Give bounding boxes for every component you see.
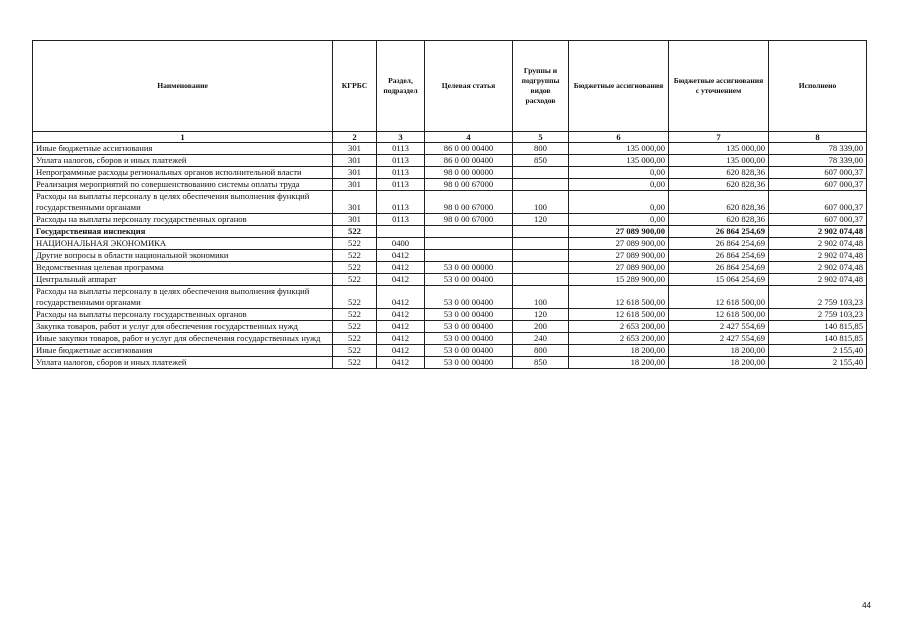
cell-name: Иные закупки товаров, работ и услуг для обеспечения государственных нужд [33,333,333,345]
cell-col7: 18 200,00 [669,345,769,357]
column-number: 5 [513,132,569,143]
cell-kgrbs: 522 [333,333,377,345]
cell-col7: 26 864 254,69 [669,226,769,238]
cell-razdel: 0412 [377,250,425,262]
cell-kgrbs: 301 [333,179,377,191]
cell-vid [513,250,569,262]
cell-col8: 2 155,40 [769,345,867,357]
cell-col6: 0,00 [569,167,669,179]
cell-col7: 620 828,36 [669,214,769,226]
cell-statya: 86 0 00 00400 [425,155,513,167]
cell-vid: 800 [513,345,569,357]
cell-vid: 200 [513,321,569,333]
cell-vid [513,238,569,250]
cell-statya: 53 0 00 00400 [425,345,513,357]
column-number: 3 [377,132,425,143]
cell-vid: 240 [513,333,569,345]
table-row [33,155,867,167]
cell-vid [513,274,569,286]
cell-name: Расходы на выплаты персоналу государственных органов [33,214,333,226]
header-name: Наименование [33,41,333,132]
header-statya: Целевая статья [425,41,513,132]
cell-razdel: 0412 [377,286,425,309]
cell-col6: 0,00 [569,179,669,191]
cell-kgrbs: 522 [333,274,377,286]
cell-col6: 0,00 [569,191,669,214]
cell-vid: 850 [513,357,569,369]
cell-vid: 120 [513,309,569,321]
cell-col8: 2 902 074,48 [769,274,867,286]
cell-col7: 620 828,36 [669,167,769,179]
cell-col7: 2 427 554,69 [669,321,769,333]
cell-statya: 53 0 00 00400 [425,333,513,345]
cell-vid [513,226,569,238]
column-number: 4 [425,132,513,143]
cell-razdel: 0113 [377,143,425,155]
cell-statya: 53 0 00 00400 [425,321,513,333]
cell-col7: 15 064 254,69 [669,274,769,286]
cell-col6: 2 653 200,00 [569,321,669,333]
cell-razdel: 0412 [377,333,425,345]
cell-statya [425,238,513,250]
cell-vid: 120 [513,214,569,226]
cell-col6: 15 289 900,00 [569,274,669,286]
cell-col8: 607 000,37 [769,214,867,226]
cell-col6: 0,00 [569,214,669,226]
column-number: 1 [33,132,333,143]
cell-col8: 607 000,37 [769,167,867,179]
cell-col8: 78 339,00 [769,143,867,155]
cell-statya: 98 0 00 67000 [425,214,513,226]
table-row [33,333,867,345]
header-allocation: Бюджетные ассигнования [569,41,669,132]
cell-vid [513,179,569,191]
cell-statya: 53 0 00 00400 [425,274,513,286]
cell-col8: 78 339,00 [769,155,867,167]
cell-statya [425,226,513,238]
cell-name: Ведомственная целевая программа [33,262,333,274]
column-number: 2 [333,132,377,143]
cell-name: Иные бюджетные ассигнования [33,345,333,357]
cell-col7: 2 427 554,69 [669,333,769,345]
column-number: 6 [569,132,669,143]
cell-name: Иные бюджетные ассигнования [33,143,333,155]
table-row [33,179,867,191]
table-row [33,309,867,321]
cell-kgrbs: 522 [333,238,377,250]
cell-col6: 27 089 900,00 [569,262,669,274]
cell-col8: 607 000,37 [769,179,867,191]
cell-name: Другие вопросы в области национальной экономики [33,250,333,262]
table-row [33,345,867,357]
cell-razdel [377,226,425,238]
table-row [33,274,867,286]
cell-col6: 27 089 900,00 [569,226,669,238]
cell-kgrbs: 301 [333,214,377,226]
table-row [33,226,867,238]
cell-statya: 98 0 00 67000 [425,191,513,214]
table-row [33,321,867,333]
cell-statya: 53 0 00 00400 [425,309,513,321]
cell-col7: 26 864 254,69 [669,262,769,274]
cell-name: Непрограммные расходы региональных органов исполнительной власти [33,167,333,179]
cell-name: НАЦИОНАЛЬНАЯ ЭКОНОМИКА [33,238,333,250]
table-row [33,191,867,214]
cell-kgrbs: 301 [333,155,377,167]
cell-razdel: 0412 [377,321,425,333]
cell-col8: 140 815,85 [769,321,867,333]
table-row [33,250,867,262]
header-kgrbs: КГРБС [333,41,377,132]
cell-statya: 53 0 00 00400 [425,286,513,309]
cell-statya: 53 0 00 00400 [425,357,513,369]
cell-razdel: 0412 [377,274,425,286]
cell-vid [513,167,569,179]
column-number-row [33,132,867,143]
cell-statya: 86 0 00 00400 [425,143,513,155]
cell-name: Расходы на выплаты персоналу в целях обеспечения выполнения функций государственными органами [33,191,333,214]
cell-col6: 135 000,00 [569,155,669,167]
cell-kgrbs: 522 [333,226,377,238]
table-row [33,214,867,226]
document-page [32,40,866,369]
cell-kgrbs: 522 [333,345,377,357]
cell-col6: 135 000,00 [569,143,669,155]
header-vid: Группы и подгруппы видов расходов [513,41,569,132]
cell-razdel: 0400 [377,238,425,250]
cell-col8: 2 155,40 [769,357,867,369]
cell-name: Расходы на выплаты персоналу в целях обеспечения выполнения функций государственными органами [33,286,333,309]
cell-kgrbs: 522 [333,286,377,309]
cell-col6: 2 653 200,00 [569,333,669,345]
budget-table [32,40,867,369]
column-number: 8 [769,132,867,143]
cell-statya: 53 0 00 00000 [425,262,513,274]
cell-col7: 620 828,36 [669,179,769,191]
cell-col7: 135 000,00 [669,143,769,155]
table-row [33,262,867,274]
cell-razdel: 0113 [377,214,425,226]
column-number: 7 [669,132,769,143]
cell-col6: 12 618 500,00 [569,286,669,309]
cell-kgrbs: 301 [333,191,377,214]
cell-col8: 2 902 074,48 [769,226,867,238]
cell-col6: 27 089 900,00 [569,250,669,262]
cell-name: Закупка товаров, работ и услуг для обеспечения государственных нужд [33,321,333,333]
cell-razdel: 0412 [377,357,425,369]
cell-col7: 26 864 254,69 [669,238,769,250]
cell-col8: 2 759 103,23 [769,286,867,309]
cell-name: Реализация мероприятий по совершенствованию системы оплаты труда [33,179,333,191]
page-number: 44 [862,601,871,610]
cell-name: Центральный аппарат [33,274,333,286]
cell-col6: 12 618 500,00 [569,309,669,321]
cell-kgrbs: 522 [333,262,377,274]
cell-col7: 26 864 254,69 [669,250,769,262]
cell-col8: 2 902 074,48 [769,250,867,262]
cell-name: Уплата налогов, сборов и иных платежей [33,155,333,167]
table-header-row [33,41,867,132]
header-executed: Исполнено [769,41,867,132]
cell-col6: 18 200,00 [569,357,669,369]
cell-kgrbs: 522 [333,321,377,333]
cell-vid: 100 [513,286,569,309]
cell-statya: 98 0 00 00000 [425,167,513,179]
cell-col7: 18 200,00 [669,357,769,369]
header-allocation-revised: Бюджетные ассигнования с уточнением [669,41,769,132]
cell-col7: 620 828,36 [669,191,769,214]
cell-col7: 12 618 500,00 [669,309,769,321]
table-row [33,167,867,179]
cell-razdel: 0113 [377,179,425,191]
cell-razdel: 0113 [377,191,425,214]
cell-kgrbs: 522 [333,309,377,321]
table-row [33,286,867,309]
cell-statya [425,250,513,262]
cell-col7: 12 618 500,00 [669,286,769,309]
cell-name: Расходы на выплаты персоналу государственных органов [33,309,333,321]
cell-col8: 2 902 074,48 [769,262,867,274]
cell-razdel: 0412 [377,262,425,274]
cell-col8: 607 000,37 [769,191,867,214]
cell-name: Государственная инспекция [33,226,333,238]
cell-razdel: 0412 [377,345,425,357]
table-row [33,143,867,155]
cell-col6: 27 089 900,00 [569,238,669,250]
header-razdel: Раздел, подраздел [377,41,425,132]
cell-name: Уплата налогов, сборов и иных платежей [33,357,333,369]
cell-col8: 2 902 074,48 [769,238,867,250]
cell-statya: 98 0 00 67000 [425,179,513,191]
cell-vid: 850 [513,155,569,167]
table-row [33,357,867,369]
cell-kgrbs: 522 [333,357,377,369]
cell-razdel: 0412 [377,309,425,321]
cell-kgrbs: 301 [333,167,377,179]
cell-col8: 140 815,85 [769,333,867,345]
cell-col7: 135 000,00 [669,155,769,167]
cell-vid: 100 [513,191,569,214]
table-row [33,238,867,250]
cell-kgrbs: 301 [333,143,377,155]
cell-kgrbs: 522 [333,250,377,262]
cell-vid: 800 [513,143,569,155]
cell-razdel: 0113 [377,155,425,167]
cell-razdel: 0113 [377,167,425,179]
cell-vid [513,262,569,274]
cell-col8: 2 759 103,23 [769,309,867,321]
cell-col6: 18 200,00 [569,345,669,357]
